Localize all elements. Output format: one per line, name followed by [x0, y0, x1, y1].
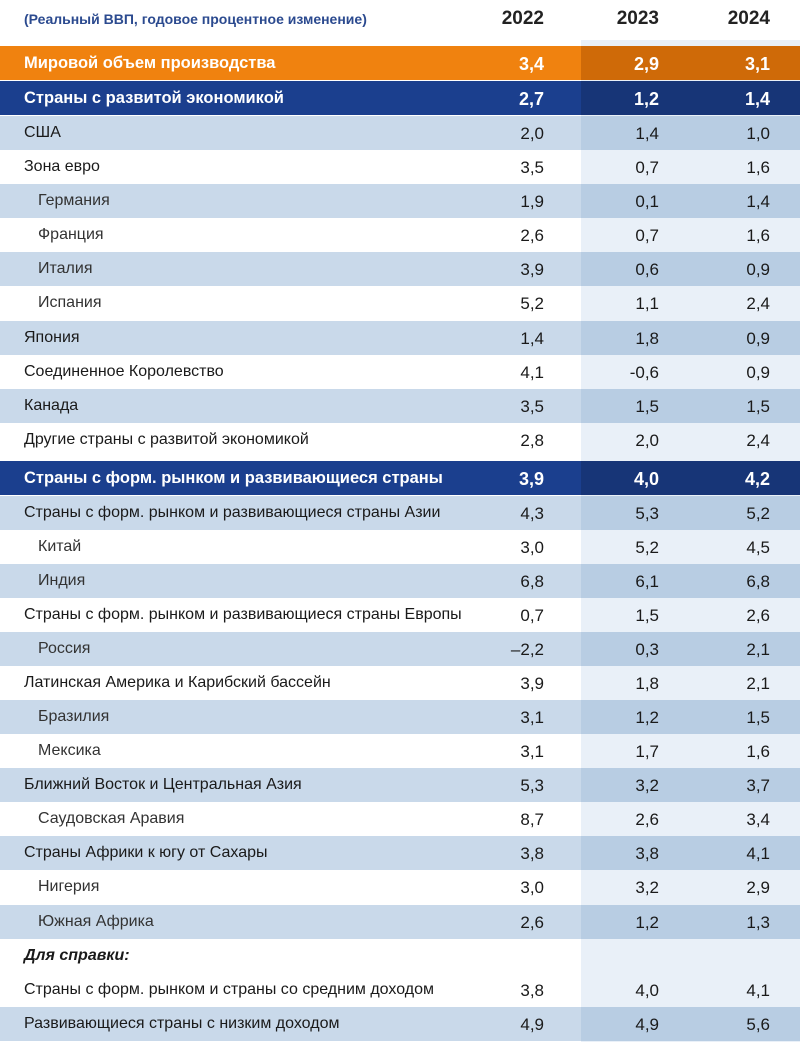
- table-row: [0, 564, 800, 598]
- row-label: Страны с форм. рынком и развивающиеся страны: [24, 469, 443, 487]
- value-2023: -0,6: [629, 363, 659, 382]
- value-2023: 1,8: [635, 674, 659, 693]
- value-2024: 4,2: [744, 469, 770, 489]
- table-row: [0, 632, 800, 666]
- table-row: [0, 802, 800, 836]
- column-header-2022: 2022: [501, 8, 544, 29]
- table-row: [0, 1007, 800, 1041]
- value-2024: 1,6: [746, 742, 770, 761]
- row-label: Италия: [38, 260, 93, 277]
- value-2023: 4,0: [633, 469, 659, 489]
- value-2022: 5,2: [520, 294, 544, 313]
- value-2023: 1,2: [635, 913, 659, 932]
- value-2022: –2,2: [510, 640, 544, 659]
- row-label: Для справки:: [24, 947, 130, 964]
- value-2022: 3,0: [520, 878, 544, 897]
- value-2023: 5,2: [635, 538, 659, 557]
- value-2024: 3,7: [746, 776, 770, 795]
- table-row: [0, 461, 800, 495]
- value-2022: 3,4: [518, 54, 544, 74]
- value-2023: 1,7: [635, 742, 659, 761]
- row-label: Франция: [38, 226, 104, 243]
- value-2022: 3,0: [520, 538, 544, 557]
- value-2023: 0,7: [635, 226, 659, 245]
- table-row: [0, 321, 800, 355]
- value-2023: 0,7: [635, 158, 659, 177]
- row-label: Китай: [38, 538, 82, 555]
- table-row: [0, 700, 800, 734]
- column-header-2024: 2024: [727, 8, 770, 29]
- value-2022: 2,8: [520, 431, 544, 450]
- value-2022: 3,5: [520, 397, 544, 416]
- value-2024: 1,4: [744, 89, 770, 109]
- value-2023: 1,4: [635, 124, 659, 143]
- row-label: Страны Африки к югу от Сахары: [24, 844, 268, 861]
- value-2024: 0,9: [746, 329, 770, 348]
- table-row: [0, 598, 800, 632]
- table-row: [0, 389, 800, 423]
- row-label: Южная Африка: [38, 913, 154, 930]
- table-header: [0, 0, 800, 40]
- value-2022: 3,9: [520, 260, 544, 279]
- value-2022: 3,1: [520, 708, 544, 727]
- table-row: [0, 666, 800, 700]
- table-row: [0, 836, 800, 870]
- table-row: [0, 218, 800, 252]
- value-2023: 4,9: [635, 1015, 659, 1034]
- value-2022: 2,7: [518, 89, 544, 109]
- value-2023: 2,6: [635, 810, 659, 829]
- value-2022: 1,9: [520, 192, 544, 211]
- row-label: Мексика: [38, 742, 101, 759]
- row-label: Другие страны с развитой экономикой: [24, 431, 309, 448]
- value-2024: 2,6: [746, 606, 770, 625]
- table-row: [0, 939, 800, 973]
- value-2024: 3,1: [744, 54, 770, 74]
- value-2023: 5,3: [635, 504, 659, 523]
- table-row: [0, 150, 800, 184]
- value-2022: 3,9: [518, 469, 544, 489]
- table-row: [0, 973, 800, 1007]
- row-label: Страны с форм. рынком и развивающиеся страны Азии: [24, 504, 441, 521]
- table-row: [0, 286, 800, 320]
- row-label: Развивающиеся страны с низким доходом: [24, 1015, 340, 1032]
- column-header-2023: 2023: [616, 8, 659, 29]
- value-2023: 1,8: [635, 329, 659, 348]
- table-row: [0, 252, 800, 286]
- value-2024: 1,4: [746, 192, 770, 211]
- table-row: [0, 496, 800, 530]
- value-2023: 1,5: [635, 606, 659, 625]
- table-row: [0, 81, 800, 115]
- value-2023: 2,0: [635, 431, 659, 450]
- row-label: Страны с форм. рынком и страны со средним доходом: [24, 981, 434, 998]
- value-2022: 3,9: [520, 674, 544, 693]
- table-row: [0, 355, 800, 389]
- table-row: [0, 184, 800, 218]
- value-2022: 5,3: [520, 776, 544, 795]
- value-2022: 3,5: [520, 158, 544, 177]
- value-2022: 4,3: [520, 504, 544, 523]
- value-2022: 3,8: [520, 844, 544, 863]
- value-2024: 2,4: [746, 294, 770, 313]
- value-2023: 2,9: [633, 54, 659, 74]
- value-2024: 1,5: [746, 397, 770, 416]
- row-label: Испания: [38, 294, 102, 311]
- table-row: [0, 768, 800, 802]
- value-2023: 1,5: [635, 397, 659, 416]
- value-2023: 3,8: [635, 844, 659, 863]
- value-2022: 4,1: [520, 363, 544, 382]
- value-2022: 4,9: [520, 1015, 544, 1034]
- table-row: [0, 423, 800, 457]
- value-2024: 0,9: [746, 363, 770, 382]
- value-2024: 1,0: [746, 124, 770, 143]
- value-2023: 1,2: [633, 89, 659, 109]
- value-2022: 8,7: [520, 810, 544, 829]
- value-2022: 3,1: [520, 742, 544, 761]
- row-label: Индия: [38, 572, 86, 589]
- value-2022: 1,4: [520, 329, 544, 348]
- value-2024: 4,1: [746, 981, 770, 1000]
- value-2022: 2,0: [520, 124, 544, 143]
- value-2024: 3,4: [746, 810, 770, 829]
- value-2023: 0,6: [635, 260, 659, 279]
- row-label: Зона евро: [24, 158, 100, 175]
- row-label: США: [24, 124, 61, 141]
- value-2023: 0,1: [635, 192, 659, 211]
- row-label: Латинская Америка и Карибский бассейн: [24, 674, 331, 691]
- table-row: [0, 905, 800, 939]
- value-2022: 0,7: [520, 606, 544, 625]
- value-2023: 0,3: [635, 640, 659, 659]
- table-row: [0, 530, 800, 564]
- row-label: Германия: [38, 192, 110, 209]
- value-2024: 1,6: [746, 158, 770, 177]
- value-2023: 3,2: [635, 776, 659, 795]
- table-row: [0, 734, 800, 768]
- value-2024: 4,1: [746, 844, 770, 863]
- value-2024: 2,9: [746, 878, 770, 897]
- row-label: Мировой объем производства: [24, 54, 276, 72]
- value-2023: 1,2: [635, 708, 659, 727]
- value-2024: 2,1: [746, 640, 770, 659]
- value-2024: 2,4: [746, 431, 770, 450]
- value-2024: 2,1: [746, 674, 770, 693]
- value-2023: 3,2: [635, 878, 659, 897]
- value-2024: 5,6: [746, 1015, 770, 1034]
- row-label: Соединенное Королевство: [24, 363, 224, 380]
- value-2024: 4,5: [746, 538, 770, 557]
- table-subtitle: (Реальный ВВП, годовое процентное изменение): [24, 11, 367, 27]
- value-2024: 1,6: [746, 226, 770, 245]
- table-row: [0, 116, 800, 150]
- value-2023: 6,1: [635, 572, 659, 591]
- row-label: Ближний Восток и Центральная Азия: [24, 776, 302, 793]
- value-2022: 3,8: [520, 981, 544, 1000]
- row-label: Бразилия: [38, 708, 110, 725]
- table-row: [0, 870, 800, 904]
- value-2022: 2,6: [520, 913, 544, 932]
- row-label: Страны с развитой экономикой: [24, 89, 284, 107]
- row-label: Саудовская Аравия: [38, 810, 185, 827]
- row-label: Нигерия: [38, 878, 100, 895]
- row-label: Страны с форм. рынком и развивающиеся страны Европы: [24, 606, 462, 623]
- value-2022: 2,6: [520, 226, 544, 245]
- row-label: Япония: [24, 329, 80, 346]
- value-2023: 4,0: [635, 981, 659, 1000]
- row-forecast-background: [581, 939, 800, 973]
- value-2024: 0,9: [746, 260, 770, 279]
- row-label: Канада: [24, 397, 79, 414]
- value-2024: 6,8: [746, 572, 770, 591]
- row-label: Россия: [38, 640, 91, 657]
- value-2022: 6,8: [520, 572, 544, 591]
- value-2023: 1,1: [635, 294, 659, 313]
- value-2024: 1,3: [746, 913, 770, 932]
- value-2024: 5,2: [746, 504, 770, 523]
- table-row: [0, 46, 800, 80]
- value-2024: 1,5: [746, 708, 770, 727]
